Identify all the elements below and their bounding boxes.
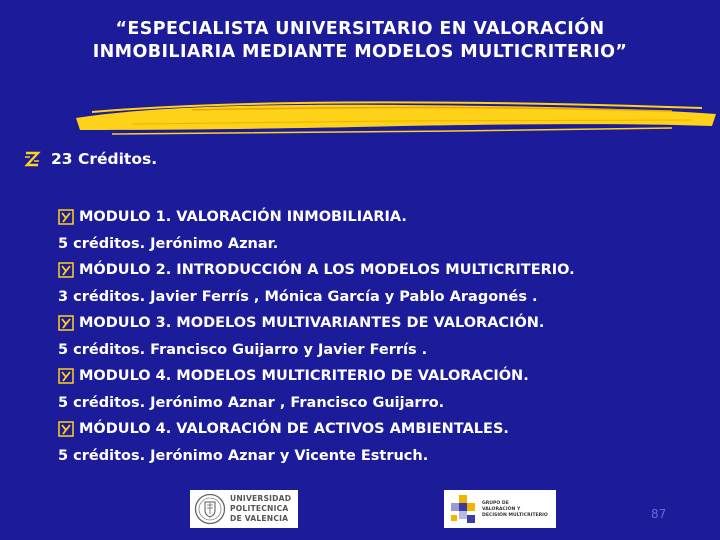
upv-logo-line-3: DE VALENCIA bbox=[230, 514, 289, 523]
upv-logo bbox=[190, 490, 298, 528]
upv-logo-line-1: UNIVERSIDAD bbox=[230, 494, 292, 503]
module-detail-row bbox=[58, 284, 718, 311]
brush-stroke-divider bbox=[72, 96, 720, 138]
module-title-row bbox=[58, 416, 718, 443]
module-detail-row bbox=[58, 390, 718, 417]
title-line-1: “ESPECIALISTA UNIVERSITARIO EN VALORACIÓN bbox=[115, 19, 605, 39]
module-title: MÓDULO 2. INTRODUCCIÓN A LOS MODELOS MULTICRITERIO. bbox=[79, 262, 575, 278]
module-detail: 5 créditos. Jerónimo Aznar , Francisco Guijarro. bbox=[58, 394, 445, 411]
y-box-bullet-icon bbox=[58, 315, 74, 331]
module-title: MÓDULO 4. VALORACIÓN DE ACTIVOS AMBIENTALES. bbox=[79, 421, 509, 437]
slide-title bbox=[0, 18, 720, 64]
group-mark-icon bbox=[447, 493, 479, 525]
group-logo-line-3: DECISIÓN MULTICRITERIO bbox=[482, 513, 548, 518]
module-title-row bbox=[58, 363, 718, 390]
university-seal-icon bbox=[194, 493, 226, 525]
module-detail: 5 créditos. Jerónimo Aznar. bbox=[58, 235, 279, 252]
title-line-2: INMOBILIARIA MEDIANTE MODELOS MULTICRITERIO” bbox=[92, 42, 628, 62]
module-title-row bbox=[58, 204, 718, 231]
upv-logo-line-2: POLITECNICA bbox=[230, 504, 289, 513]
y-box-bullet-icon bbox=[58, 209, 74, 225]
group-logo-line-1: GRUPO DE bbox=[482, 501, 509, 506]
module-detail-row bbox=[58, 337, 718, 364]
module-title-row bbox=[58, 310, 718, 337]
group-logo-line-2: VALORACIÓN Y bbox=[482, 507, 521, 512]
module-detail: 3 créditos. Javier Ferrís , Mónica García y Pablo Aragonés . bbox=[58, 288, 538, 305]
credits-text: 23 Créditos. bbox=[51, 150, 158, 168]
module-title: MODULO 4. MODELOS MULTICRITERIO DE VALORACIÓN. bbox=[79, 368, 529, 384]
module-detail: 5 créditos. Francisco Guijarro y Javier Ferrís . bbox=[58, 341, 428, 358]
module-list bbox=[58, 204, 718, 469]
credits-line bbox=[23, 150, 157, 168]
module-title: MODULO 3. MODELOS MULTIVARIANTES DE VALORACIÓN. bbox=[79, 315, 545, 331]
module-detail-row bbox=[58, 231, 718, 258]
y-box-bullet-icon bbox=[58, 421, 74, 437]
page-number: 87 bbox=[651, 507, 667, 521]
module-detail-row bbox=[58, 443, 718, 470]
research-group-logo bbox=[444, 490, 556, 528]
module-title: MODULO 1. VALORACIÓN INMOBILIARIA. bbox=[79, 209, 407, 225]
module-title-row bbox=[58, 257, 718, 284]
module-detail: 5 créditos. Jerónimo Aznar y Vicente Estruch. bbox=[58, 447, 429, 464]
y-box-bullet-icon bbox=[58, 262, 74, 278]
z-bullet-icon bbox=[23, 150, 41, 168]
y-box-bullet-icon bbox=[58, 368, 74, 384]
